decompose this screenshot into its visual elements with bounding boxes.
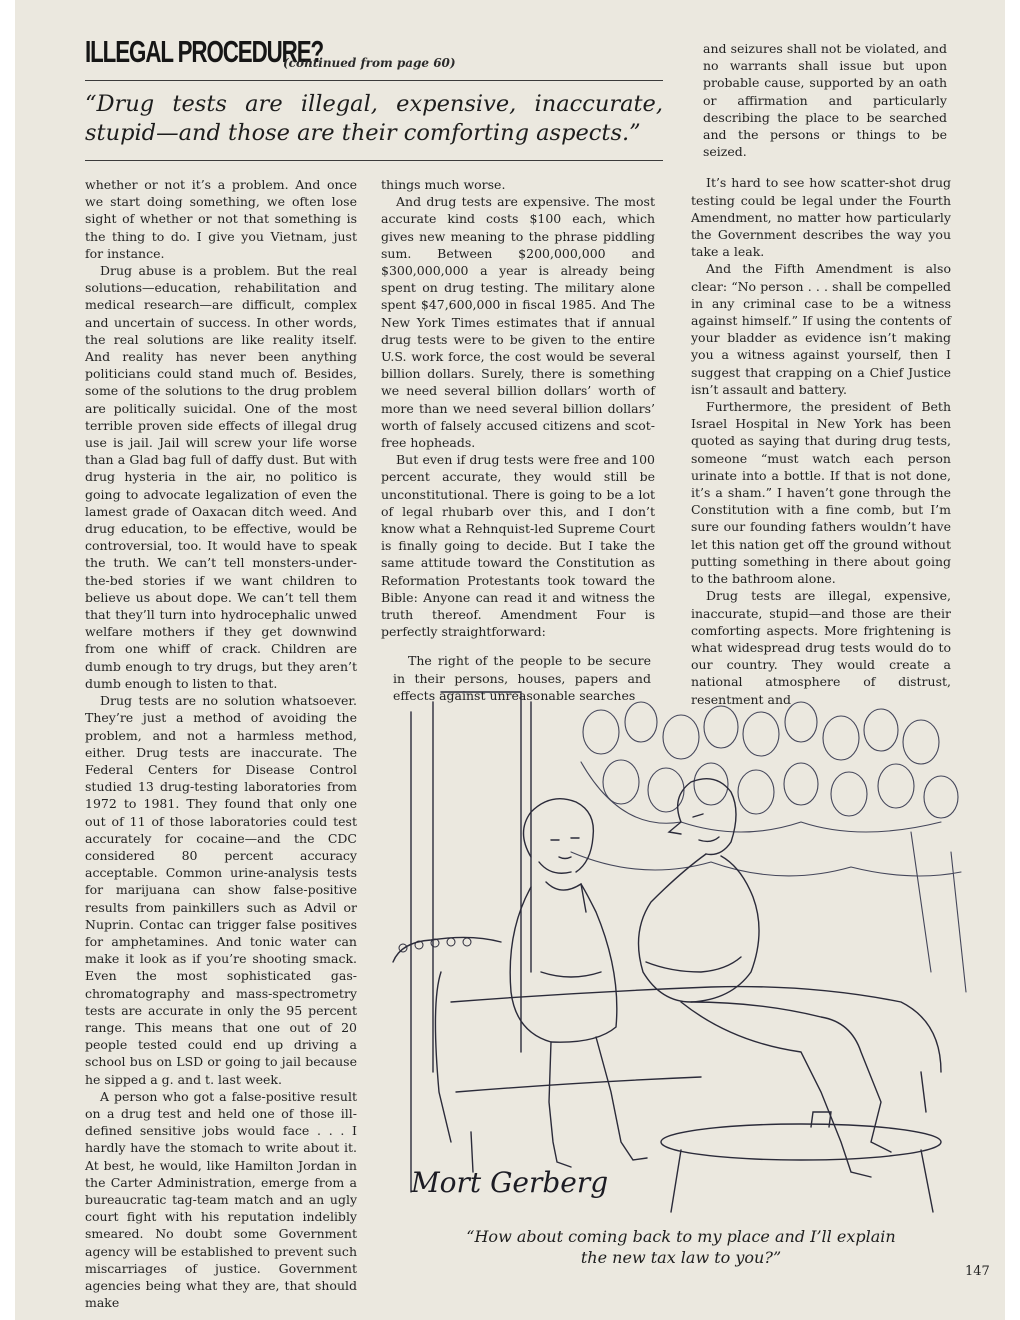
- cartoon-illustration: [381, 672, 981, 1220]
- caption-line: “How about coming back to my place and I’ll explain: [466, 1227, 896, 1246]
- magazine-page: [15, 0, 1005, 1320]
- page-header: [85, 34, 675, 74]
- column-3: [691, 40, 951, 708]
- paragraph: And the Fifth Amendment is also clear: “No person . . . shall be compelled in any criminal case to be a witness against himself.” If using the contents of your bladder as evidence isn’t making you a witness against yourself, then I suggest that crapping on a Chief Justice isn’t assault and battery.: [691, 261, 951, 397]
- amendment-quote-continued: and seizures shall not be violated, and no warrants shall issue but upon probable cause, supported by an oath or affirmation and particularly describing the place to be searched and the persons or things to be seized.: [703, 41, 947, 160]
- paragraph: Drug abuse is a problem. But the real solutions—education, rehabilitation and medical research—are difficult, complex and uncertain of success. In other words, the real solutions are like reality itself. And reality has never been anything politicians could stand much of. Besides, some of the solutions to the drug problem are politically suicidal. One of the most terrible proven side effects of illegal drug use is jail. Jail will screw your life worse than a Glad bag full of daffy dust. But with drug hysteria in the air, no politico is going to advocate legalization of even the lamest grade of Oaxacan ditch weed. And drug education, to be effective, would be controversial, too. It would have to speak the truth. We can’t tell monsters-under-the-bed stories if we want children to believe us about dope. We can’t tell them that they’ll turn into hydrocephalic unwed welfare mothers if they get downwind from one whiff of crack. Children are dumb enough to try drugs, but they aren’t dumb enough to listen to that.: [85, 263, 357, 691]
- top-rule: [85, 80, 663, 81]
- paragraph: Drug tests are no solution whatsoever. They’re just a method of avoiding the problem, and not a harmless method, either. Drug tests are inaccurate. The Federal Centers for Disease Control studied 13 drug-testing laboratories from 1972 to 1981. They found that only one out of 11 of those laboratories could test accurately for cocaine—and the CDC considered 80 percent accuracy acceptable. Common urine-analysis tests for marijuana can show false-positive results from painkillers such as Advil or Nuprin. Contac can trigger false positives for amphetamines. And tonic water can make it look as if you’re shooting smack. Even the most sophisticated gas-chromatography and mass-spectrometry tests are accurate in only the 95 percent range. This means that one out of 20 people tested could end up driving a school bus on LSD or going to jail because he sipped a g. and t. last week.: [85, 693, 357, 1087]
- bottom-rule: [85, 160, 663, 161]
- page-number: 147: [965, 1264, 990, 1279]
- paragraph: It’s hard to see how scatter-shot drug testing could be legal under the Fourth Amendment, no matter how particularly the Government describes the way you take a leak.: [691, 175, 951, 260]
- caption-line: the new tax law to you?”: [580, 1248, 782, 1267]
- column-1: [85, 176, 357, 1311]
- pull-quote: “Drug tests are illegal, expensive, inaccurate, stupid—and those are their comforting aspects.”: [85, 91, 663, 146]
- cartoon-signature: Mort Gerberg: [411, 1166, 609, 1199]
- column-2: [381, 176, 655, 704]
- continued-note: (continued from page 60): [283, 56, 456, 70]
- paragraph: And drug tests are expensive. The most accurate kind costs $100 each, which gives new meaning to the phrase piddling sum. Between $200,000,000 and $300,000,000 a year is already being spent on drug testing. The military alone spent $47,600,000 in fiscal 1985. And The New York Times estimates that if annual drug tests were to be given to the entire U.S. work force, the cost would be several billion dollars. Surely, there is something we need several billion dollars’ worth of more than we need several billion dollars’ worth of falsely accused citizens and scot-free hopheads.: [381, 194, 655, 451]
- paragraph: A person who got a false-positive result on a drug test and held one of those ill-defined sensitive jobs would face . . . I hardly have the stomach to write about it. At best, he would, like Hamilton Jordan in the Carter Administration, emerge from a bureaucratic tag-team match and an ugly court fight with his reputation indelibly smeared. No doubt some Government agency will be established to prevent such miscarriages of justice. Government agencies being what they are, that should make: [85, 1088, 357, 1311]
- paragraph: But even if drug tests were free and 100 percent accurate, they would still be unconstitutional. There is going to be a lot of legal rhubarb over this, and I don’t know what a Rehnquist-led Supreme Court is finally going to decide. But I take the same attitude toward the Constitution as Reformation Protestants took toward the Bible: Anyone can read it and witness the truth thereof. Amendment Four is perfectly straightforward:: [381, 452, 655, 640]
- paragraph: Furthermore, the president of Beth Israel Hospital in New York has been quoted as saying that during drug tests, someone “must watch each person urinate into a bottle. If that is not done, it’s a sham.” I haven’t gone through the Constitution with a fine comb, but I’m sure our founding fathers wouldn’t have let this nation get off the ground without putting something in there about going to the bathroom alone.: [691, 399, 951, 587]
- page-title: ILLEGAL PROCEDURE?: [85, 34, 324, 69]
- paragraph: things much worse.: [381, 177, 506, 192]
- cartoon-caption: [381, 1226, 981, 1268]
- paragraph: whether or not it’s a problem. And once we start doing something, we often lose sight of whether or not that something is the thing to do. I give you Vietnam, just for instance.: [85, 177, 357, 261]
- amendment-quote: The right of the people to be secure in their persons, houses, papers and effects against unreasonable searches: [393, 653, 651, 703]
- paragraph: Drug tests are illegal, expensive, inaccurate, stupid—and those are their comforting aspects. More frightening is what widespread drug tests would do to our country. They would create a national atmosphere of distrust, resentment and: [691, 588, 951, 707]
